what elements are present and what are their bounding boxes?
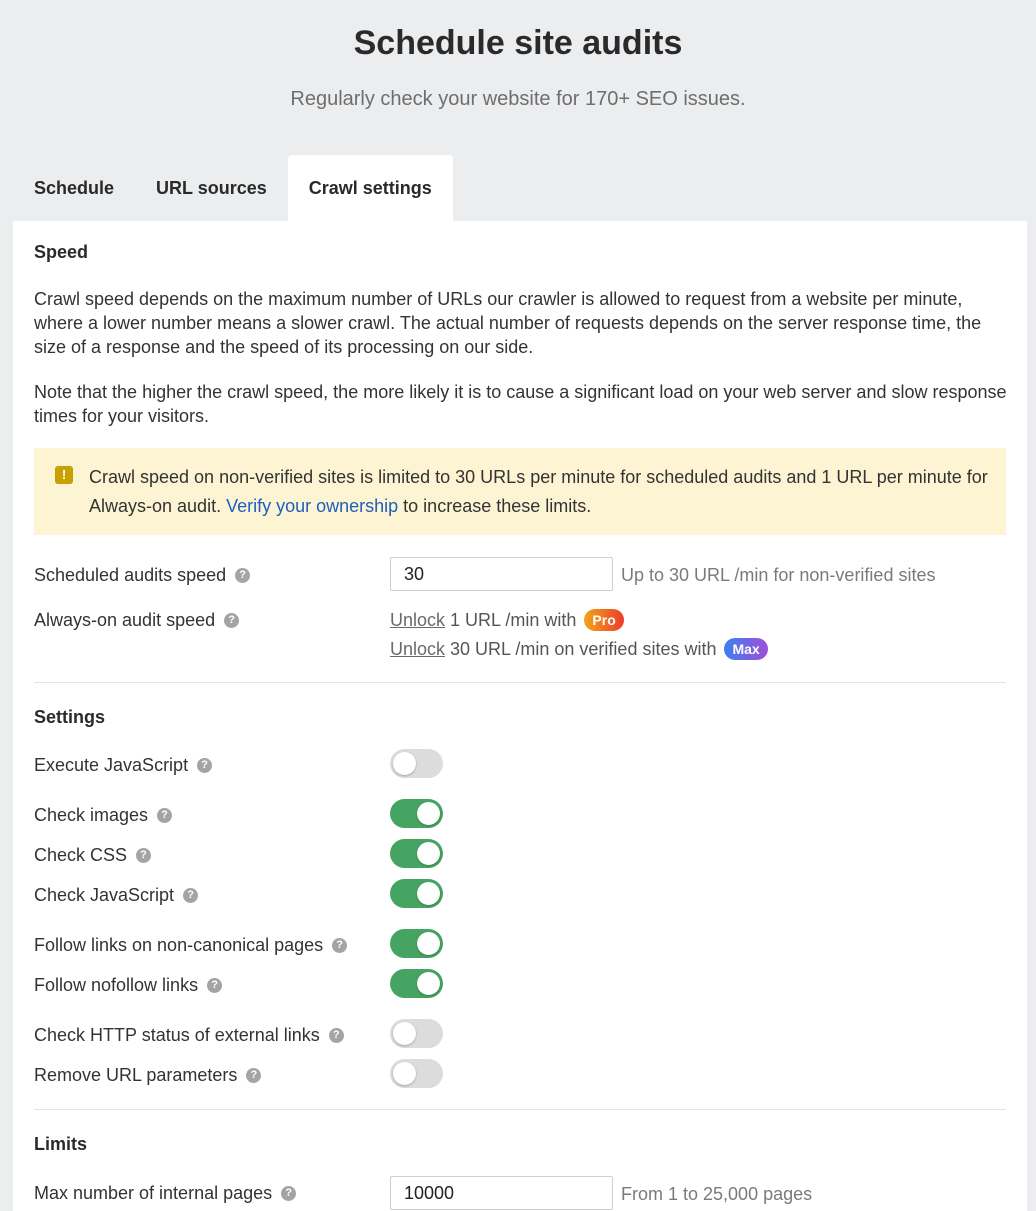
unlock-pro-line (390, 608, 624, 632)
toggle-knob (393, 1022, 416, 1045)
question-circle-icon[interactable]: ? (136, 848, 151, 863)
toggle-follow-non-canonical[interactable] (390, 929, 443, 958)
toggle-remove-url-parameters[interactable] (390, 1059, 443, 1088)
tab-crawl-settings[interactable]: Crawl settings (288, 155, 453, 221)
setting-label: Check CSS (34, 844, 128, 865)
crawl-settings-panel (13, 221, 1027, 1211)
toggle-knob (393, 752, 416, 775)
question-circle-icon[interactable]: ? (329, 1028, 344, 1043)
question-circle-icon[interactable]: ? (235, 568, 250, 583)
toggle-follow-nofollow[interactable] (390, 969, 443, 998)
toggle-knob (417, 842, 440, 865)
toggle-knob (417, 932, 440, 955)
section-divider (34, 1109, 1006, 1110)
question-circle-icon[interactable]: ? (332, 938, 347, 953)
setting-label: Follow nofollow links (34, 974, 199, 995)
settings-heading: Settings (34, 707, 106, 727)
question-circle-icon[interactable]: ? (224, 613, 239, 628)
section-divider (34, 682, 1006, 683)
unlock-pro-text: 1 URL /min with (450, 609, 577, 630)
scheduled-speed-label: Scheduled audits speed (34, 564, 227, 585)
setting-row-follow-non-canonical (34, 931, 347, 959)
question-circle-icon[interactable]: ? (207, 978, 222, 993)
question-circle-icon[interactable]: ? (157, 808, 172, 823)
speed-description: Crawl speed depends on the maximum number of URLs our crawler is allowed to request from a website per minute, where a lower number means a slower crawl. The actual number of requests depends on the server response time, the size of a response and the speed of its processing on our side. (34, 289, 982, 357)
verification-notice (34, 448, 1006, 535)
notice-text-after: to increase these limits. (398, 496, 592, 516)
scheduled-speed-hint: Up to 30 URL /min for non-verified sites (621, 565, 936, 585)
setting-row-check-css (34, 841, 151, 869)
toggle-execute-javascript[interactable] (390, 749, 443, 778)
unlock-max-line (390, 637, 768, 661)
verify-ownership-link[interactable]: Verify your ownership (226, 496, 399, 516)
question-circle-icon[interactable]: ? (197, 758, 212, 773)
always-on-speed-label: Always-on audit speed (34, 609, 216, 630)
pro-badge: Pro (584, 609, 623, 631)
toggle-check-images[interactable] (390, 799, 443, 828)
setting-label: Check HTTP status of external links (34, 1024, 320, 1045)
question-circle-icon[interactable]: ? (281, 1186, 296, 1201)
warning-icon: ! (55, 466, 73, 484)
setting-label: Check JavaScript (34, 884, 175, 905)
toggle-knob (417, 972, 440, 995)
scheduled-speed-input[interactable] (390, 557, 613, 591)
unlock-pro-link[interactable]: Unlock (390, 609, 446, 630)
setting-row-execute-javascript (34, 751, 212, 779)
page-subtitle: Regularly check your website for 170+ SEO issues. (290, 88, 746, 110)
scheduled-speed-row (34, 561, 250, 589)
question-circle-icon[interactable]: ? (246, 1068, 261, 1083)
max-internal-pages-label: Max number of internal pages (34, 1182, 273, 1203)
toggle-knob (417, 802, 440, 825)
setting-row-check-external-status (34, 1021, 344, 1049)
setting-label: Remove URL parameters (34, 1064, 238, 1085)
question-circle-icon[interactable]: ? (183, 888, 198, 903)
tab-bar (13, 155, 453, 221)
max-internal-pages-row (34, 1179, 296, 1207)
setting-label: Execute JavaScript (34, 754, 189, 775)
limits-heading: Limits (34, 1134, 88, 1154)
unlock-max-link[interactable]: Unlock (390, 638, 446, 659)
toggle-knob (417, 882, 440, 905)
max-internal-pages-hint: From 1 to 25,000 pages (621, 1184, 813, 1204)
toggle-check-javascript[interactable] (390, 879, 443, 908)
setting-row-check-images (34, 801, 172, 829)
setting-label: Follow links on non-canonical pages (34, 934, 324, 955)
setting-label: Check images (34, 804, 149, 825)
toggle-check-external-status[interactable] (390, 1019, 443, 1048)
max-badge: Max (724, 638, 767, 660)
always-on-speed-row (34, 606, 239, 634)
max-internal-pages-input[interactable] (390, 1176, 613, 1210)
page-title: Schedule site audits (353, 24, 683, 62)
speed-warning-note: Note that the higher the crawl speed, the more likely it is to cause a significant load on your web server and slow response times for your visitors. (34, 382, 1007, 426)
unlock-max-text: 30 URL /min on verified sites with (450, 638, 717, 659)
setting-row-follow-nofollow (34, 971, 222, 999)
notice-text (89, 463, 989, 521)
tab-schedule[interactable]: Schedule (34, 178, 115, 198)
setting-row-remove-url-parameters (34, 1061, 261, 1089)
toggle-knob (393, 1062, 416, 1085)
speed-heading: Speed (34, 242, 89, 262)
setting-row-check-javascript (34, 881, 198, 909)
notice-text-before: Crawl speed on non-verified sites is limited to 30 URLs per minute for scheduled audits and 1 URL per minute for Always-on audit. (89, 467, 988, 516)
tab-url-sources[interactable]: URL sources (156, 178, 267, 198)
toggle-check-css[interactable] (390, 839, 443, 868)
